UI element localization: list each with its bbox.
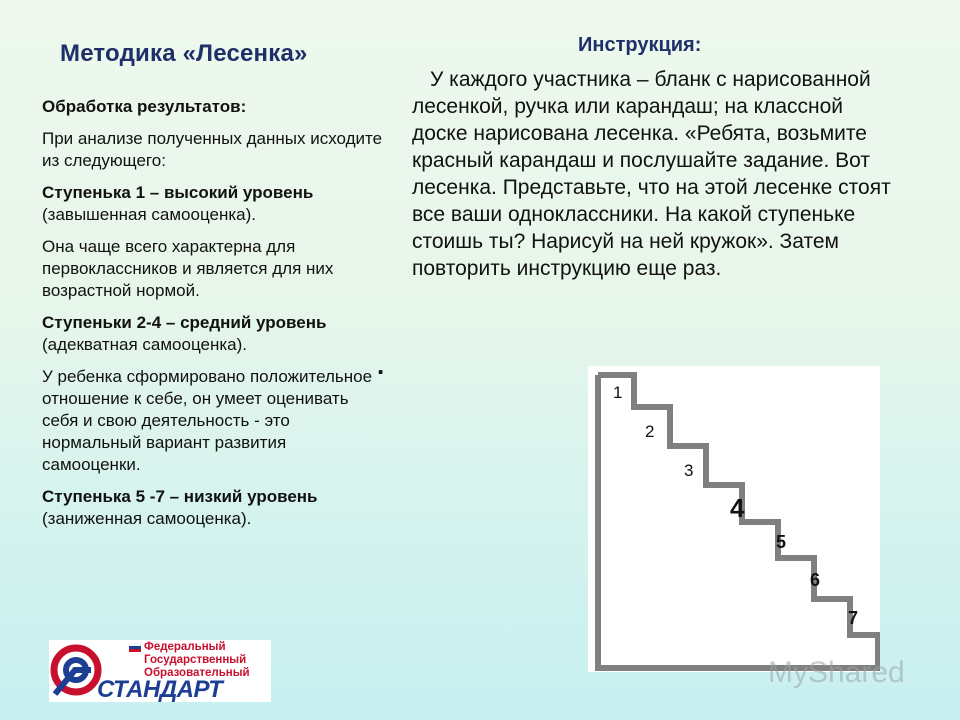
logo-caption — [144, 641, 250, 680]
russia-flag-icon — [129, 643, 141, 652]
slide-title: Методика «Лесенка» — [60, 40, 308, 67]
logo-line-1: Федеральный — [144, 641, 226, 653]
step-label-4: 4 — [730, 493, 745, 523]
instruction-text: У каждого участника – бланк с нарисованной лесенкой, ручка или карандаш; на классной доске нарисована лесенка. «Ребята, возьмите красный карандаш и послушайте задание. Вот лесенка. Представьте, что на этой лесенке стоят все ваши одноклассники. На какой ступеньке стоишь ты? Нарисуй на ней кружок». Затем повторить инструкцию еще раз. — [412, 68, 891, 280]
level-high-desc: (завышенная самооценка). — [42, 205, 257, 224]
step-label-6: 6 — [810, 570, 821, 590]
level-low — [42, 486, 387, 530]
step-label-7: 7 — [848, 608, 859, 628]
level-middle-label: Ступеньки 2-4 – средний уровень — [42, 313, 327, 332]
results-heading-text: Обработка результатов: — [42, 97, 247, 116]
ladder-diagram — [588, 366, 880, 672]
level-low-desc: (заниженная самооценка). — [42, 509, 252, 528]
level-high-label: Ступенька 1 – высокий уровень — [42, 183, 314, 202]
level-high-note: Она чаще всего характерна для первоклассников и является для них возрастной нормой. — [42, 237, 334, 300]
results-intro: При анализе полученных данных исходите из следующего: — [42, 129, 383, 170]
watermark-text: MyShared — [768, 656, 905, 689]
level-middle-desc: (адекватная самооценка). — [42, 335, 247, 354]
fgos-logo — [49, 640, 271, 702]
level-middle-note: У ребенка сформировано положительное отношение к себе, он умеет оценивать себя и свою деятельность - это нормальный вариант развития самооценки. — [42, 367, 373, 474]
step-label-1: 1 — [613, 383, 623, 402]
step-label-5: 5 — [776, 532, 787, 552]
logo-wordmark: СТАНДАРТ — [97, 676, 223, 703]
logo-line-2: Государственный — [144, 654, 247, 666]
step-label-3: 3 — [684, 461, 694, 480]
watermark — [768, 656, 928, 696]
logo-line-3: Образовательный — [144, 667, 250, 679]
level-low-label: Ступенька 5 -7 – низкий уровень — [42, 487, 318, 506]
ladder-svg — [588, 366, 880, 672]
stray-dot: . — [377, 350, 385, 380]
level-middle — [42, 312, 387, 356]
results-heading — [42, 96, 387, 118]
instruction-title: Инструкция: — [578, 34, 702, 56]
results-column — [42, 96, 387, 540]
step-label-2: 2 — [645, 422, 655, 441]
level-high — [42, 182, 387, 226]
